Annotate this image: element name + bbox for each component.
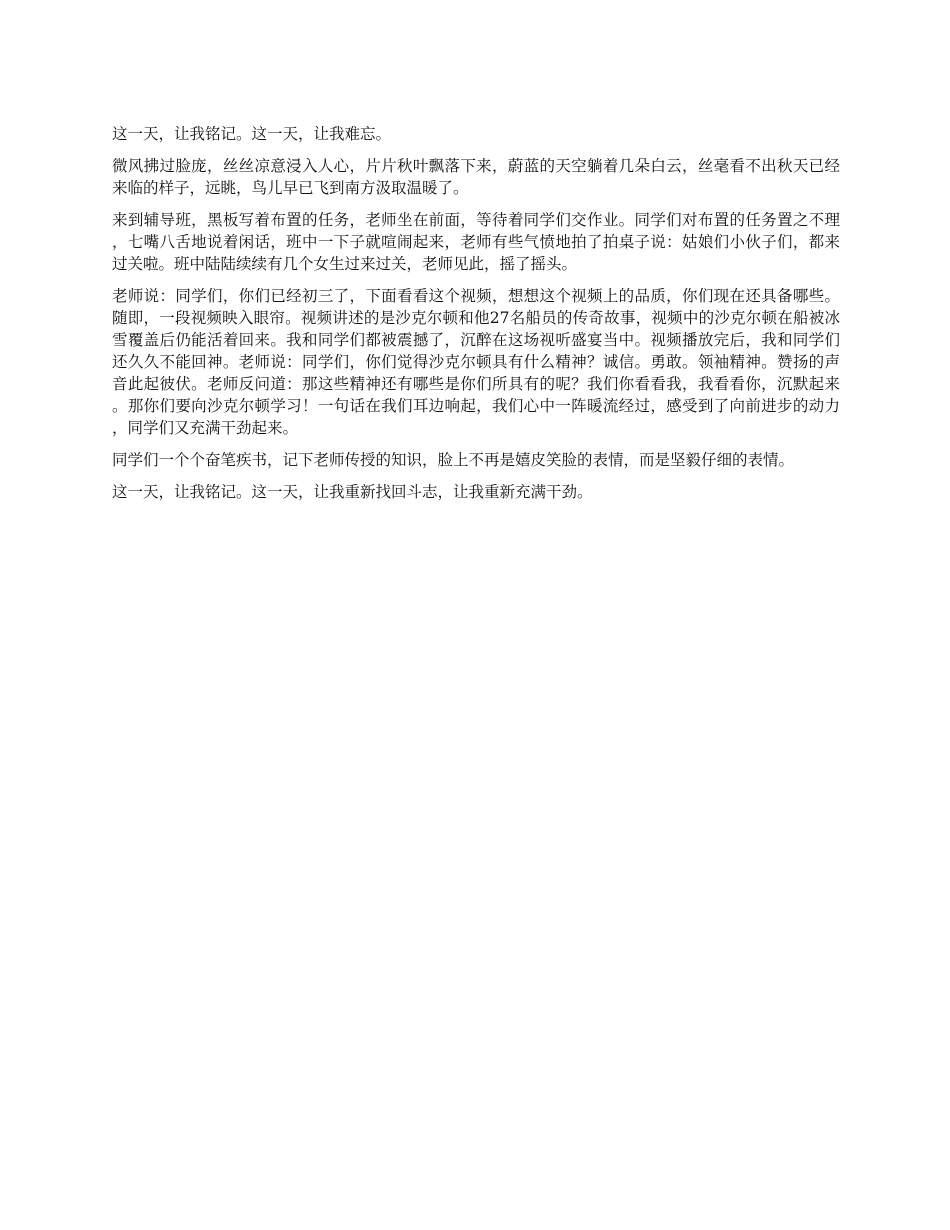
paragraph-studying: 同学们一个个奋笔疾书，记下老师传授的知识，脸上不再是嬉皮笑脸的表情，而是坚毅仔细的表情。 [112,451,795,469]
paragraph-video: 老师说：同学们，你们已经初三了，下面看看这个视频，想想这个视频上的品质，你们现在还具备哪些。随即，一段视频映入眼帘。视频讲述的是沙克尔顿和他27名船员的传奇故事，视频中的沙克尔顿在船被冰雪覆盖后仍能活着回来。我和同学们都被震撼了，沉醉在这场视听盛宴当中。视频播放完后，我和同学们还久久不能回神。老师说：同学们，你们觉得沙克尔顿具有什么精神？诚信。勇敢。领袖精神。赞扬的声音此起彼伏。老师反问道：那这些精神还有哪些是你们所具有的呢？我们你看看我，我看看你，沉默起来。那你们要向沙克尔顿学习！一句话在我们耳边响起，我们心中一阵暖流经过，感受到了向前进步的动力，同学们又充满干劲起来。 [112,287,840,437]
paragraph-opening: 这一天，让我铭记。这一天，让我难忘。 [112,125,392,143]
document-body [112,123,840,513]
paragraph-closing: 这一天，让我铭记。这一天，让我重新找回斗志，让我重新充满干劲。 [112,483,593,501]
paragraph-classroom: 来到辅导班，黑板写着布置的任务，老师坐在前面，等待着同学们交作业。同学们对布置的任务置之不理，七嘴八舌地说着闲话，班中一下子就喧闹起来，老师有些气愤地拍了拍桌子说：姑娘们小伙子们，都来过关啦。班中陆陆续续有几个女生过来过关，老师见此，摇了摇头。 [112,211,840,273]
paragraph-scenery: 微风拂过脸庞，丝丝凉意浸入人心，片片秋叶飘落下来，蔚蓝的天空躺着几朵白云，丝毫看不出秋天已经来临的样子，远眺，鸟儿早已飞到南方汲取温暖了。 [112,157,840,197]
